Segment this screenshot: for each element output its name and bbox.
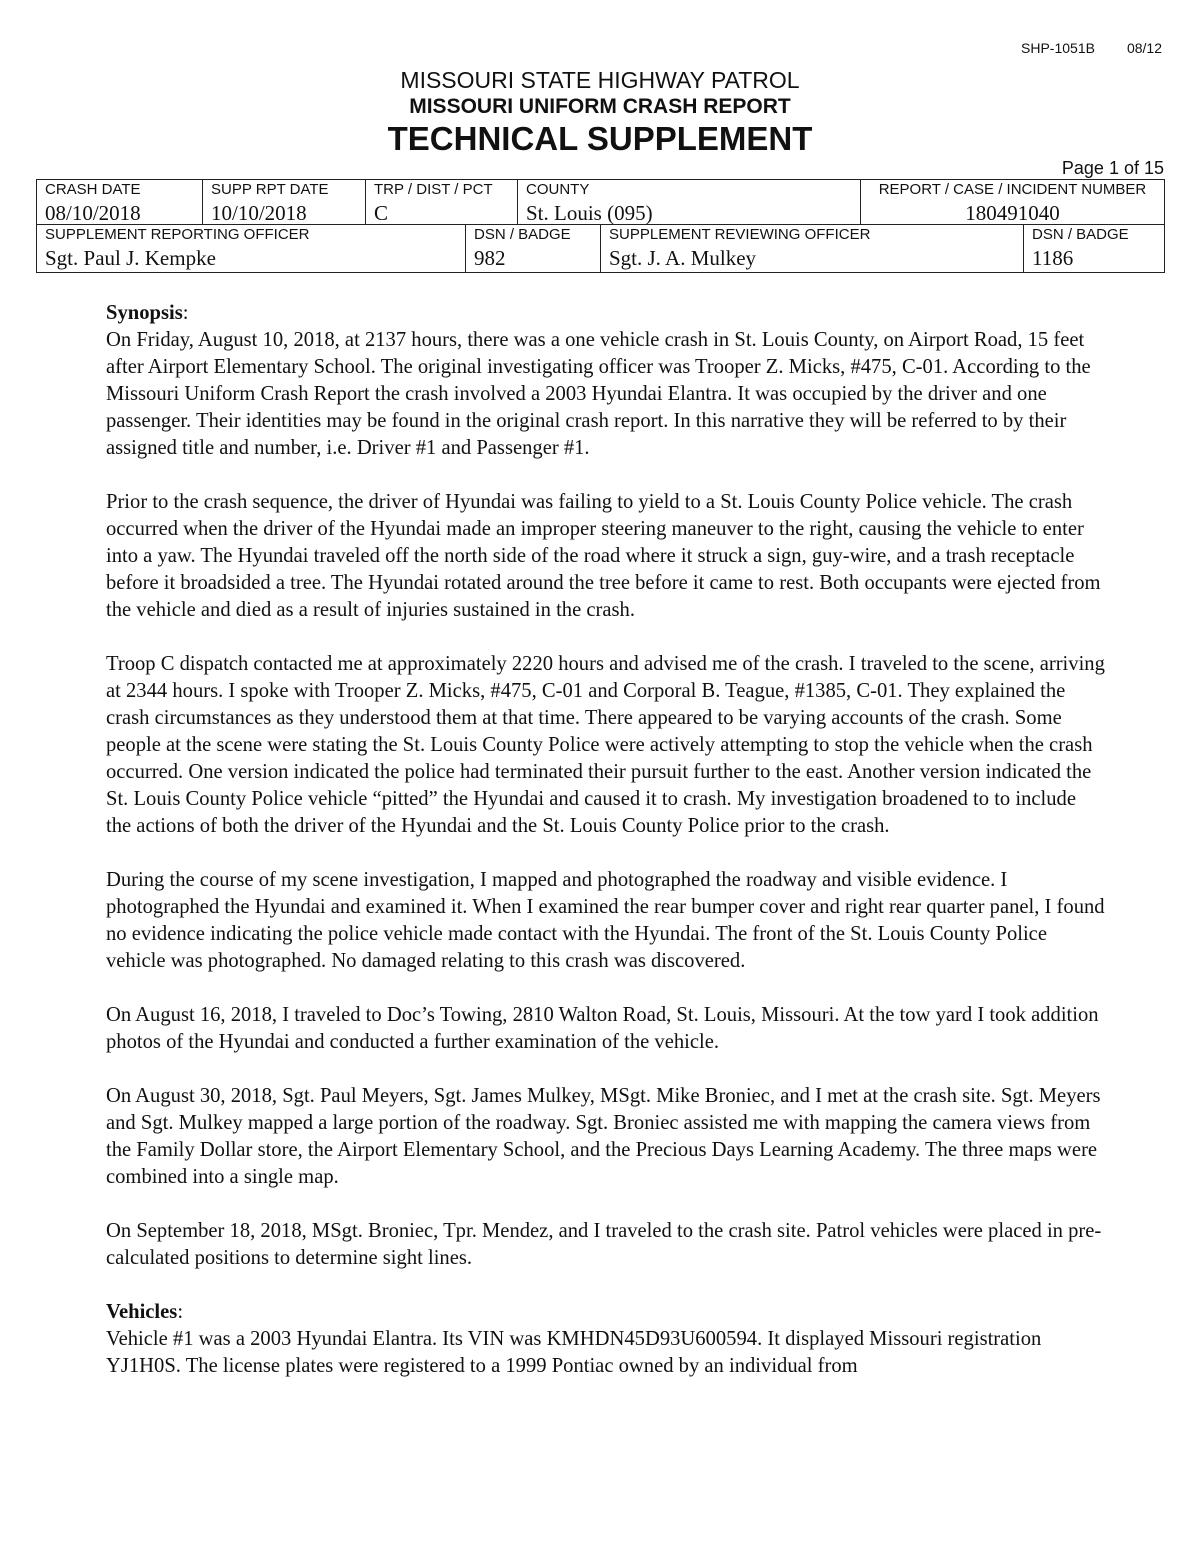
county-label: COUNTY: [526, 181, 590, 198]
report-number-value: 180491040: [965, 201, 1060, 225]
report-number-label: REPORT / CASE / INCIDENT NUMBER: [878, 181, 1147, 198]
reviewing-badge-value: 1186: [1032, 246, 1074, 270]
vehicles-heading: Vehicles:: [106, 1301, 184, 1323]
reviewing-badge-label: DSN / BADGE: [1032, 226, 1129, 243]
reviewing-officer-label: SUPPLEMENT REVIEWING OFFICER: [609, 226, 871, 243]
reporting-officer-label: SUPPLEMENT REPORTING OFFICER: [45, 226, 310, 243]
supp-rpt-date-value: 10/10/2018: [211, 201, 307, 225]
form-code: [1021, 40, 1162, 56]
page-number: Page 1 of 15: [1061, 158, 1164, 178]
narrative-paragraph: During the course of my scene investigation, I mapped and photographed the roadway and visible evidence. I photographed the Hyundai and examined it. When I examined the rear bumper cover and right rear quarter panel, I found no evidence indicating the police vehicle made contact with the Hyundai. The front of the St. Louis County Police vehicle was photographed. No damaged relating to this crash was discovered.: [106, 869, 1105, 972]
report-titles: [0, 66, 1200, 158]
reporting-badge-value: 982: [474, 246, 506, 270]
narrative-paragraph: On September 18, 2018, MSgt. Broniec, Tpr. Mendez, and I traveled to the crash site. Patrol vehicles were placed in pre-calculated positions to determine sight lines.: [106, 1220, 1102, 1269]
narrative-paragraph: Troop C dispatch contacted me at approximately 2220 hours and advised me of the crash. I traveled to the scene, arriving at 2344 hours. I spoke with Trooper Z. Micks, #475, C-01 and Corporal B. Teague, #1385, C-01. They explained the crash circumstances as they understood them at that time. There appeared to be varying accounts of the crash. Some people at the scene were stating the St. Louis County Police were actively attempting to stop the vehicle when the crash occurred. One version indicated the police had terminated their pursuit further to the east. Another version indicated the St. Louis County Police vehicle “pitted” the Hyundai and caused it to crash. My investigation broadened to to include the actions of both the driver of the Hyundai and the St. Louis County Police prior to the crash.: [106, 653, 1105, 837]
narrative-paragraph: On August 30, 2018, Sgt. Paul Meyers, Sgt. James Mulkey, MSgt. Mike Broniec, and I met at the crash site. Sgt. Meyers and Sgt. Mulkey mapped a large portion of the roadway. Sgt. Broniec assisted me with mapping the camera views from the Family Dollar store, the Airport Elementary School, and the Precious Days Learning Academy. The three maps were combined into a single map.: [106, 1085, 1101, 1188]
reviewing-officer-cell: [600, 225, 1023, 272]
header-row-1: [36, 179, 1165, 225]
reporting-officer-value: Sgt. Paul J. Kempke: [45, 246, 216, 270]
narrative-paragraph: Prior to the crash sequence, the driver of Hyundai was failing to yield to a St. Louis County Police vehicle. The crash occurred when the driver of the Hyundai made an improper steering maneuver to the right, causing the vehicle to enter into a yaw. The Hyundai traveled off the north side of the road where it struck a sign, guy-wire, and a trash receptacle before it broadsided a tree. The Hyundai rotated around the tree before it came to rest. Both occupants were ejected from the vehicle and died as a result of injuries sustained in the crash.: [106, 491, 1101, 621]
reporting-badge-label: DSN / BADGE: [474, 226, 571, 243]
agency-name: MISSOURI STATE HIGHWAY PATROL: [400, 67, 800, 93]
narrative-paragraph: On August 16, 2018, I traveled to Doc’s Towing, 2810 Walton Road, St. Louis, Missouri. At the tow yard I took addition photos of the Hyundai and conducted a further examination of the vehicle.: [106, 1004, 1099, 1053]
vehicles-paragraph: Vehicle #1 was a 2003 Hyundai Elantra. Its VIN was KMHDN45D93U600594. It displayed Missouri registration YJ1H0S. The license plates were registered to a 1999 Pontiac owned by an individual from: [106, 1328, 1042, 1377]
trp-dist-pct-label: TRP / DIST / PCT: [374, 181, 493, 198]
reviewing-officer-value: Sgt. J. A. Mulkey: [609, 246, 757, 270]
crash-date-label: CRASH DATE: [45, 181, 141, 198]
trp-dist-pct-value: C: [374, 201, 389, 225]
form-number: SHP-1051B: [1021, 40, 1095, 56]
supp-rpt-date-label: SUPP RPT DATE: [211, 181, 329, 198]
synopsis-heading: Synopsis:: [106, 302, 189, 324]
county-cell: [517, 180, 860, 224]
trp-dist-pct-cell: [365, 180, 517, 224]
reviewing-badge-cell: [1023, 225, 1164, 272]
synopsis-heading-text: Synopsis: [106, 302, 183, 324]
narrative-paragraph: On Friday, August 10, 2018, at 2137 hours, there was a one vehicle crash in St. Louis County, on Airport Road, 15 feet after Airport Elementary School. The original investigating officer was Trooper Z. Micks, #475, C-01. According to the Missouri Uniform Crash Report the crash involved a 2003 Hyundai Elantra. It was occupied by the driver and one passenger. Their identities may be found in the original crash report. In this narrative they will be referred to by their assigned title and number, i.e. Driver #1 and Passenger #1.: [106, 329, 1091, 459]
report-number-cell: [860, 180, 1164, 224]
vehicles-heading-text: Vehicles: [106, 1301, 178, 1323]
header-row-2: [36, 225, 1165, 273]
crash-date-cell: [37, 180, 202, 224]
reporting-officer-cell: [37, 225, 465, 272]
reporting-badge-cell: [465, 225, 600, 272]
page-title: TECHNICAL SUPPLEMENT: [387, 120, 813, 157]
supp-rpt-date-cell: [202, 180, 365, 224]
report-type: MISSOURI UNIFORM CRASH REPORT: [409, 95, 791, 118]
form-revision: 08/12: [1126, 40, 1162, 56]
narrative-body: [106, 300, 1106, 1380]
crash-date-value: 08/10/2018: [45, 201, 141, 225]
county-value: St. Louis (095): [526, 201, 653, 225]
